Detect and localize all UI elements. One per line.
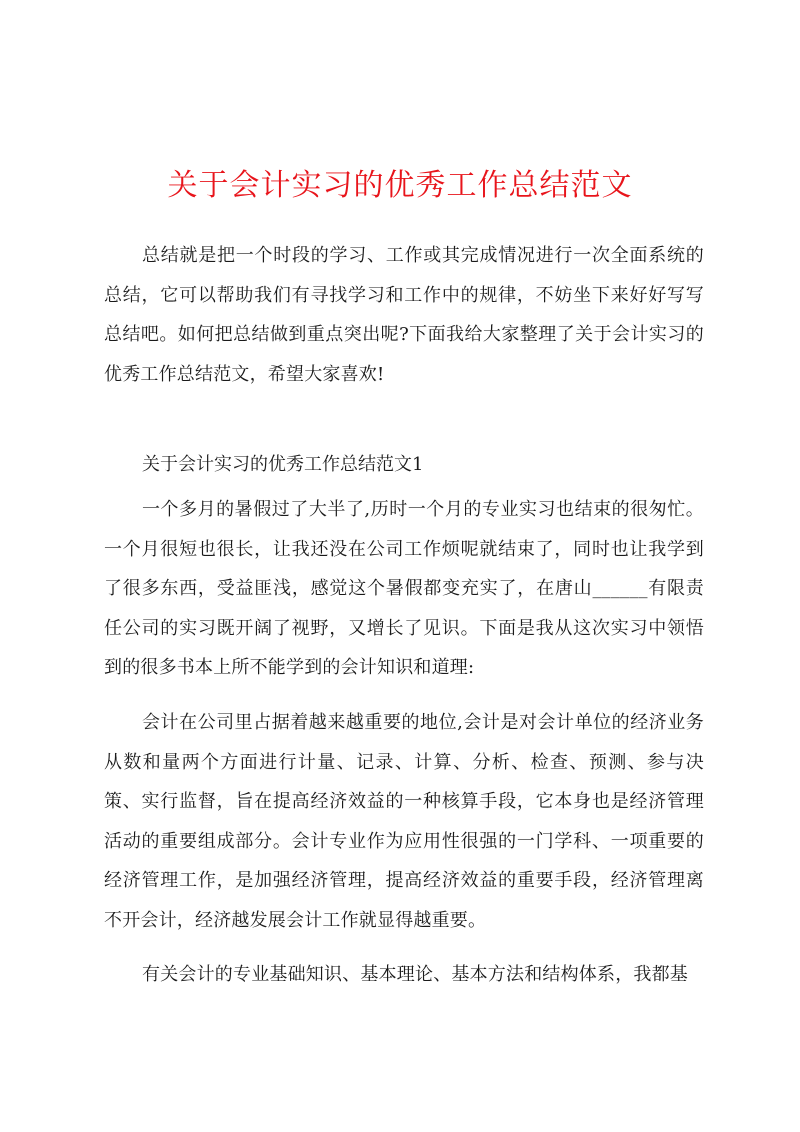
body-paragraph-1: 一个多月的暑假过了大半了,历时一个月的专业实习也结束的很匆忙。一个月很短也很长，让我还没在公司工作烦呢就结束了，同时也让我学到了很多东西，受益匪浅，感觉这个暑假都变充实了，在唐山______有限责任公司的实习既开阔了视野，又增长了见识。下面是我从这次实习中领悟到的很多书本上所不能学到的会计知识和道理: [104, 499, 704, 678]
body-paragraph-2: 会计在公司里占据着越来越重要的地位,会计是对会计单位的经济业务从数和量两个方面进行计量、记录、计算、分析、检查、预测、参与决策、实行监督，旨在提高经济效益的一种核算手段，它本身也是经济管理活动的重要组成部分。会计专业作为应用性很强的一门学科、一项重要的经济管理工作，是加强经济管理，提高经济效益的重要手段，经济管理离不开会计，经济越发展会计工作就显得越重要。 [104, 712, 704, 931]
body-paragraph-3: 有关会计的专业基础知识、基本理论、基本方法和结构体系，我都基 [142, 964, 688, 985]
intro-paragraph: 总结就是把一个时段的学习、工作或其完成情况进行一次全面系统的总结，它可以帮助我们有寻找学习和工作中的规律，不妨坐下来好好写写总结吧。如何把总结做到重点突出呢?下面我给大家整理了关于会计实习的优秀工作总结范文，希望大家喜欢! [104, 245, 704, 385]
document-title: 关于会计实习的优秀工作总结范文 [167, 168, 633, 203]
section-heading: 关于会计实习的优秀工作总结范文1 [142, 454, 424, 475]
